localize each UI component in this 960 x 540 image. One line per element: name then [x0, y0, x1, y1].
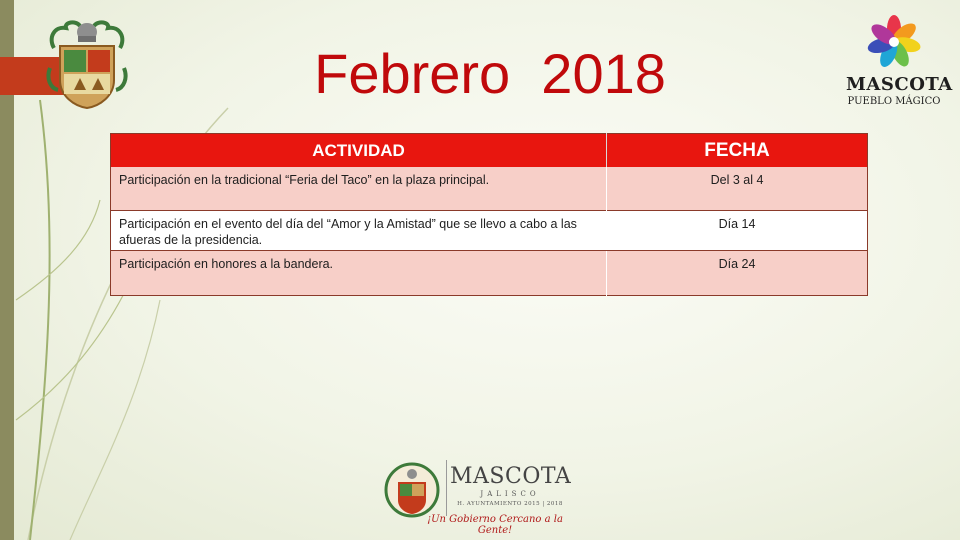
date-cell: Día 14 — [607, 211, 868, 251]
municipal-seal-icon — [384, 462, 440, 518]
pueblo-magico-logo — [846, 14, 953, 107]
pueblo-magico-flower-icon — [866, 14, 922, 70]
footer-wordmark: MASCOTA — [450, 464, 572, 489]
table-row — [111, 211, 868, 251]
table-header-row — [111, 134, 868, 168]
coat-of-arms-icon — [44, 18, 130, 110]
date-cell: Del 3 al 4 — [607, 167, 868, 211]
footer-state: JALISCO — [480, 490, 540, 498]
brand-wordmark: MASCOTA — [846, 74, 953, 95]
logo-divider — [446, 460, 447, 516]
table-row — [111, 251, 868, 296]
footer-slogan: ¡Un Gobierno Cercano a la Gente! — [427, 514, 563, 536]
activities-table — [110, 133, 868, 296]
brand-subtitle: PUEBLO MÁGICO — [847, 96, 941, 107]
header-activity: ACTIVIDAD — [111, 134, 607, 168]
activity-cell: Participación en el evento del día del “Amor y la Amistad” que se llevo a cabo a las afueras de la presidencia. — [111, 211, 607, 251]
activity-cell: Participación en honores a la bandera. — [111, 251, 607, 296]
header-date: FECHA — [607, 134, 868, 168]
date-cell: Día 24 — [607, 251, 868, 296]
municipal-logo — [380, 456, 580, 536]
activity-cell: Participación en la tradicional “Feria del Taco” en la plaza principal. — [111, 167, 607, 211]
footer-administration: H. AYUNTAMIENTO 2015 | 2018 — [457, 501, 563, 507]
slide-title: Febrero 2018 — [314, 42, 666, 105]
table-row — [111, 167, 868, 211]
